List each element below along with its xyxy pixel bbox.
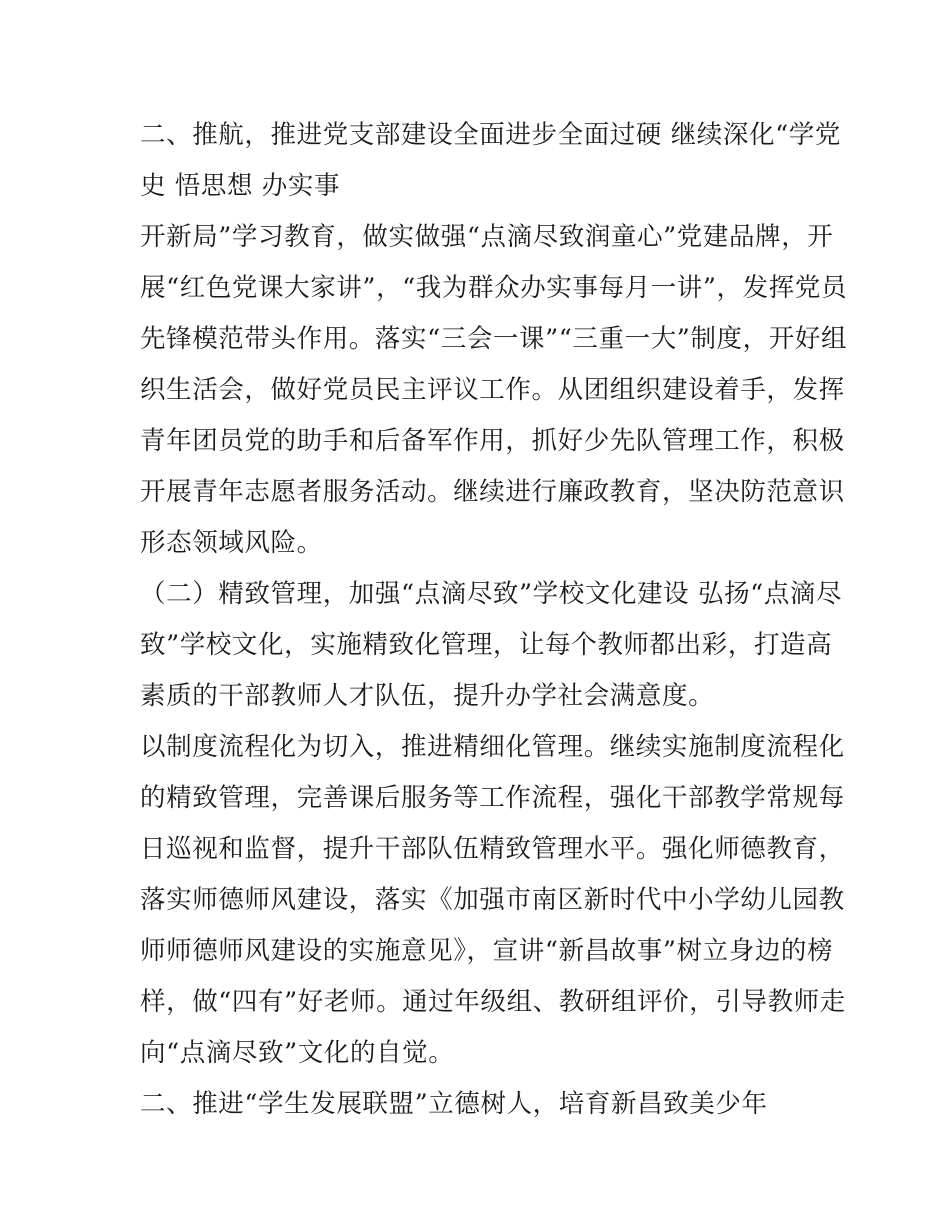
text-line: 青年团员党的助手和后备军作用，抓好少先队管理工作，积极 <box>140 426 845 456</box>
text-line: 师师德师风建设的实施意见》，宣讲“新昌故事”树立身边的榜 <box>140 936 834 966</box>
text-line: 史 悟思想 办实事 <box>140 171 341 201</box>
heading-student-development: 二、推进“学生发展联盟”立德树人，培育新昌致美少年 <box>140 1089 768 1119</box>
text-line: 开新局”学习教育，做实做强“点滴尽致润童心”党建品牌，开 <box>140 222 834 252</box>
text-line: 形态领域风险。 <box>140 528 323 558</box>
heading-refined-management: （二）精致管理，加强“点滴尽致”学校文化建设 弘扬“点滴尽 <box>140 579 843 609</box>
text-line: 向“点滴尽致”文化的自觉。 <box>140 1038 455 1068</box>
text-line: 落实师德师风建设，落实《加强市南区新时代中小学幼儿园教 <box>140 885 845 915</box>
text-line: 织生活会，做好党员民主评议工作。从团组织建设着手，发挥 <box>140 375 845 405</box>
text-line: 开展青年志愿者服务活动。继续进行廉政教育，坚决防范意识 <box>140 477 845 507</box>
text-line: 素质的干部教师人才队伍，提升办学社会满意度。 <box>140 681 715 711</box>
text-line: 样，做“四有”好老师。通过年级组、教研组评价，引导教师走 <box>140 987 846 1017</box>
text-line: 的精致管理，完善课后服务等工作流程，强化干部教学常规每 <box>140 783 845 813</box>
text-line: 展“红色党课大家讲”，“我为群众办实事每月一讲”，发挥党员 <box>140 273 848 303</box>
heading-party-branch: 二、推航，推进党支部建设全面进步全面过硬 继续深化“学党 <box>140 120 841 150</box>
document-page <box>140 110 848 1130</box>
text-line: 致”学校文化，实施精致化管理，让每个教师都出彩，打造高 <box>140 630 833 660</box>
text-line: 日巡视和监督，提升干部队伍精致管理水平。强化师德教育， <box>140 834 845 864</box>
text-line: 以制度流程化为切入，推进精细化管理。继续实施制度流程化 <box>140 732 845 762</box>
text-line: 先锋模范带头作用。落实“三会一课”“三重一大”制度，开好组 <box>140 324 848 354</box>
